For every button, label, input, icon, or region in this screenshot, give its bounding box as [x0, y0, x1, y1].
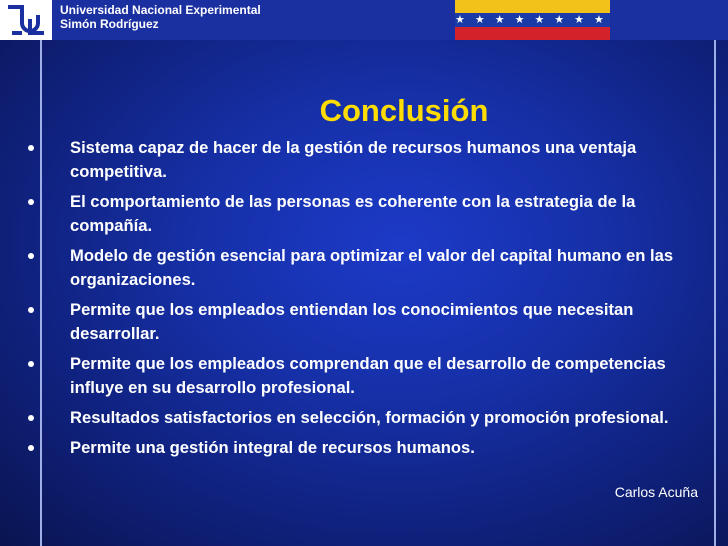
flag-stars: ★★★★★★★★	[455, 14, 614, 26]
bullet-text: Permite que los empleados entiendan los conocimientos que necesitan desarrollar.	[70, 300, 634, 343]
bullet-text: Modelo de gestión esencial para optimizar el valor del capital humano en las organizaciones.	[70, 246, 674, 289]
venezuela-flag	[455, 0, 614, 40]
university-name-line1: Universidad Nacional Experimental	[60, 3, 261, 17]
slide-title: Conclusión	[319, 93, 489, 128]
flag-red-stripe	[455, 27, 610, 40]
bullet-text: Resultados satisfactorios en selección, formación y promoción profesional.	[70, 408, 669, 427]
university-name	[60, 3, 261, 31]
university-logo-icon	[4, 3, 48, 37]
bullet-item	[28, 298, 708, 346]
header-bar	[0, 0, 728, 40]
university-logo	[0, 0, 52, 40]
bullet-dot-icon	[28, 253, 34, 259]
bullet-dot-icon	[28, 415, 34, 421]
bullet-text: Permite que los empleados comprendan que el desarrollo de competencias influye en su desarrollo profesional.	[70, 354, 666, 397]
bullet-dot-icon	[28, 307, 34, 313]
bullet-item	[28, 436, 708, 460]
bullet-item	[28, 136, 708, 184]
bullet-text: Sistema capaz de hacer de la gestión de recursos humanos una ventaja competitiva.	[70, 138, 637, 181]
university-name-line2: Simón Rodríguez	[60, 17, 159, 31]
flag-blue-stripe	[455, 13, 614, 27]
bullet-item	[28, 190, 708, 238]
bullet-list	[28, 136, 708, 466]
bullet-item	[28, 406, 708, 430]
author-name: Carlos Acuña	[614, 484, 698, 500]
bullet-dot-icon	[28, 145, 34, 151]
bullet-text: Permite una gestión integral de recursos humanos.	[70, 438, 475, 457]
bullet-item	[28, 352, 708, 400]
bullet-item	[28, 244, 708, 292]
bullet-dot-icon	[28, 199, 34, 205]
bullet-dot-icon	[28, 361, 34, 367]
bullet-dot-icon	[28, 445, 34, 451]
bullet-text: El comportamiento de las personas es coherente con la estrategia de la compañía.	[70, 192, 636, 235]
